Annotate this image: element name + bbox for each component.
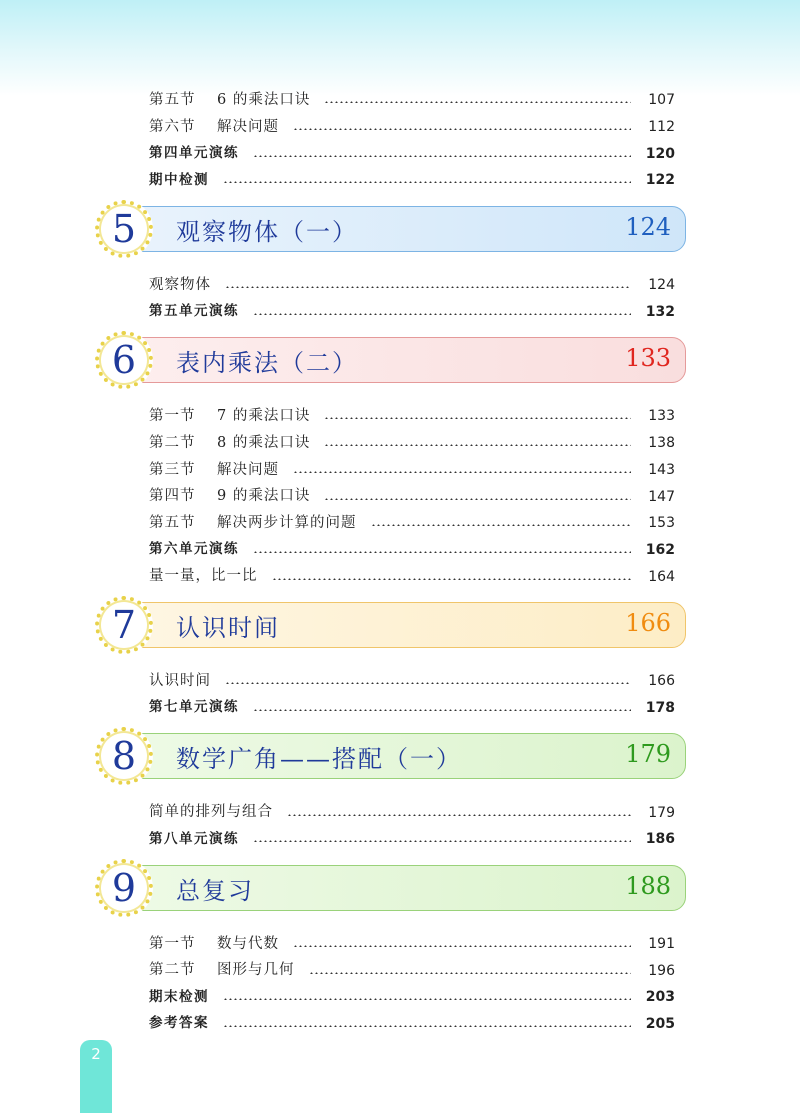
entry-title: 8 的乘法口诀 — [217, 434, 311, 451]
unit-header-5[interactable] — [0, 202, 800, 258]
dot-leader — [309, 972, 632, 974]
dot-leader — [324, 498, 631, 500]
entry-title: 第七单元演练 — [149, 699, 239, 716]
entry-page: 205 — [645, 1016, 675, 1033]
section-label: 第四节 — [149, 488, 196, 505]
section-label: 第二节 — [149, 962, 196, 979]
unit-header-8[interactable] — [0, 729, 800, 785]
entry-page: 132 — [645, 303, 675, 320]
entry-title: 7 的乘法口诀 — [217, 408, 311, 425]
toc-entry[interactable] — [149, 668, 675, 695]
entry-title: 认识时间 — [149, 673, 211, 690]
entry-title: 解决两步计算的问题 — [217, 514, 357, 531]
unit-page: 188 — [625, 871, 671, 900]
toc-entry[interactable] — [149, 826, 675, 853]
unit-number-badge — [95, 859, 153, 917]
entry-title: 量一量，比一比 — [149, 568, 258, 585]
entry-title: 第八单元演练 — [149, 830, 239, 847]
dot-leader — [293, 128, 631, 130]
section-label: 第三节 — [149, 461, 196, 478]
entry-page: 162 — [645, 541, 675, 558]
toc-entry[interactable] — [149, 272, 675, 299]
entry-title: 观察物体 — [149, 276, 211, 293]
toc-entry[interactable] — [149, 87, 675, 114]
toc-entry[interactable] — [149, 167, 675, 194]
entry-page: 143 — [648, 461, 675, 478]
toc-entry[interactable] — [149, 114, 675, 141]
section-label: 第一节 — [149, 935, 196, 952]
unit-number: 8 — [111, 734, 137, 779]
entry-page: 147 — [648, 488, 675, 505]
dot-leader — [223, 181, 631, 183]
entry-title: 6 的乘法口诀 — [217, 92, 311, 109]
entry-title: 解决问题 — [217, 118, 279, 135]
entry-page: 138 — [648, 435, 675, 452]
entry-page: 196 — [648, 962, 675, 979]
unit-number-badge — [95, 596, 153, 654]
entry-title: 第四单元演练 — [149, 144, 239, 161]
unit-title: 数学广角——搭配（一） — [176, 745, 462, 774]
section-label: 第五节 — [149, 92, 196, 109]
table-of-contents — [0, 87, 800, 1037]
dot-leader — [272, 578, 632, 580]
entry-page: 120 — [645, 145, 675, 162]
toc-entry[interactable] — [149, 140, 675, 167]
entry-title: 参考答案 — [149, 1015, 209, 1032]
toc-entry[interactable] — [149, 695, 675, 722]
toc-entry[interactable] — [149, 563, 675, 590]
entry-title: 第六单元演练 — [149, 541, 239, 558]
unit-number: 9 — [111, 865, 137, 910]
toc-entry[interactable] — [149, 957, 675, 984]
toc-entry[interactable] — [149, 537, 675, 564]
unit-number: 7 — [111, 602, 137, 647]
dot-leader — [324, 101, 631, 103]
entry-page: 166 — [648, 673, 675, 690]
unit-page: 179 — [625, 740, 671, 769]
dot-leader — [293, 471, 631, 473]
section-label: 第二节 — [149, 434, 196, 451]
unit-header-9[interactable] — [0, 861, 800, 917]
toc-entry[interactable] — [149, 403, 675, 430]
page-number-tab — [80, 1040, 112, 1113]
section-label: 第六节 — [149, 118, 196, 135]
unit-number-badge — [95, 331, 153, 389]
dot-leader — [225, 286, 631, 288]
unit-title: 认识时间 — [176, 613, 280, 642]
unit-page: 133 — [625, 344, 671, 373]
unit-page: 166 — [625, 608, 671, 637]
entry-page: 164 — [648, 568, 675, 585]
entry-title: 数与代数 — [217, 935, 279, 952]
toc-entry[interactable] — [149, 984, 675, 1011]
entry-title: 9 的乘法口诀 — [217, 488, 311, 505]
page-number: 2 — [91, 1045, 101, 1063]
unit-number-badge — [95, 727, 153, 785]
dot-leader — [223, 998, 631, 1000]
unit-title: 表内乘法（二） — [176, 349, 358, 378]
dot-leader — [371, 524, 632, 526]
dot-leader — [223, 1025, 631, 1027]
entry-page: 122 — [645, 172, 675, 189]
entry-title: 期末检测 — [149, 988, 209, 1005]
entry-title: 解决问题 — [217, 461, 279, 478]
unit-number: 5 — [111, 206, 137, 251]
entry-title: 简单的排列与组合 — [149, 804, 273, 821]
toc-entry[interactable] — [149, 799, 675, 826]
entry-page: 153 — [648, 515, 675, 532]
section-label: 第一节 — [149, 408, 196, 425]
entry-page: 124 — [648, 277, 675, 294]
dot-leader — [253, 155, 631, 157]
entry-page: 203 — [645, 989, 675, 1006]
dot-leader — [324, 417, 631, 419]
entry-title: 第五单元演练 — [149, 303, 239, 320]
entry-page: 191 — [648, 936, 675, 953]
unit-title: 观察物体（一） — [176, 217, 358, 246]
dot-leader — [293, 945, 631, 947]
dot-leader — [253, 840, 631, 842]
toc-entry[interactable] — [149, 931, 675, 958]
toc-entry[interactable] — [149, 510, 675, 537]
dot-leader — [253, 709, 631, 711]
toc-entry[interactable] — [149, 298, 675, 325]
entry-page: 186 — [645, 831, 675, 848]
toc-entry[interactable] — [149, 1011, 675, 1038]
entry-title: 图形与几何 — [217, 962, 295, 979]
toc-entry[interactable] — [149, 430, 675, 457]
entry-page: 107 — [648, 92, 675, 109]
toc-entry[interactable] — [149, 457, 675, 484]
dot-leader — [253, 313, 631, 315]
unit-number-badge — [95, 200, 153, 258]
toc-entry[interactable] — [149, 483, 675, 510]
entry-title: 期中检测 — [149, 171, 209, 188]
unit-number: 6 — [111, 338, 137, 383]
top-gradient-band — [0, 0, 800, 96]
section-label: 第五节 — [149, 514, 196, 531]
unit-header-6[interactable] — [0, 333, 800, 389]
dot-leader — [225, 682, 631, 684]
entry-page: 178 — [645, 699, 675, 716]
dot-leader — [324, 444, 631, 446]
dot-leader — [287, 814, 631, 816]
entry-page: 179 — [648, 804, 675, 821]
unit-header-7[interactable] — [0, 598, 800, 654]
entry-page: 133 — [648, 408, 675, 425]
unit-title: 总复习 — [176, 876, 254, 905]
unit-page: 124 — [625, 212, 671, 241]
entry-page: 112 — [648, 119, 675, 136]
dot-leader — [253, 551, 631, 553]
pre-entries — [0, 87, 800, 194]
